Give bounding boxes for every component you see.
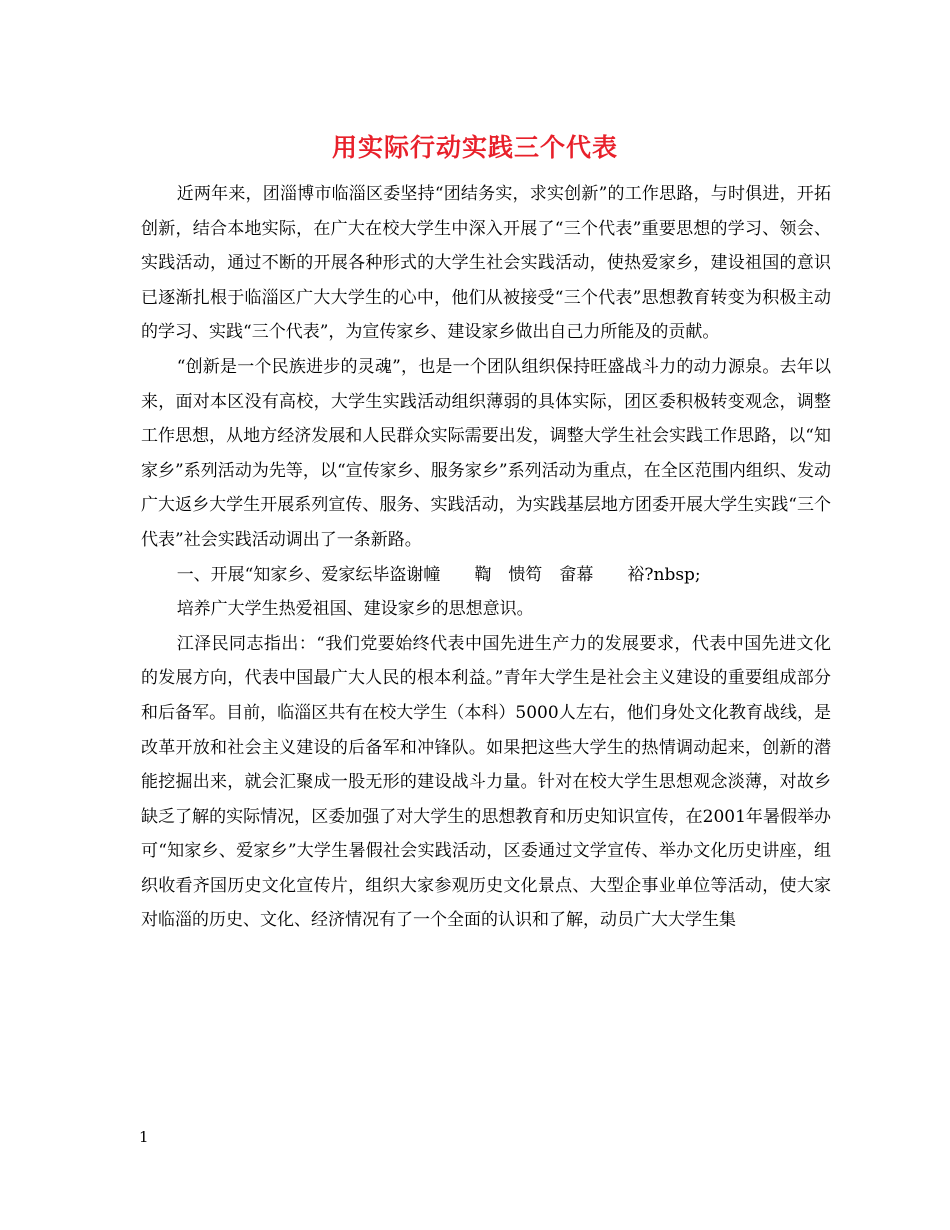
section-heading-1: 一、开展“知家乡、爱家纭毕盗谢幢 鞫 愦笱 畲幕 裕?nbsp; (176, 564, 701, 585)
document-body (141, 177, 831, 938)
paragraph-innovation: “创新是一个民族进步的灵魂”，也是一个团队组织保持旺盛战斗力的动力源泉。去年以来，面对本区没有高校，大学生实践活动组织薄弱的具体实际，团区委积极转变观念，调整工作思想，从地方经济发展和人民群众实际需要出发，调整大学生社会实践工作思路，以“知家乡”系列活动为先等，以“宣传家乡、服务家乡”系列活动为重点，在全区范围内组织、发动广大返乡大学生开展系列宣传、服务、实践活动，为实践基层地方团委开展大学生实践“三个代表”社会实践活动调出了一条新路。 (141, 356, 831, 550)
document-title: 用实际行动实践三个代表 (331, 133, 618, 162)
section-subheading-1: 培养广大学生热爱祖国、建设家乡的思想意识。 (176, 599, 534, 620)
paragraph-quote: 江泽民同志指出：“我们党要始终代表中国先进生产力的发展要求，代表中国先进文化的发展方向，代表中国最广大人民的根本利益。”青年大学生是社会主义建设的重要组成部分和后备军。目前，临淄区共有在校大学生（本科）5000人左右，他们身处文化教育战线，是改革开放和社会主义建设的后备军和冲锋队。如果把这些大学生的热情调动起来，创新的潜能挖掘出来，就会汇聚成一股无形的建设战斗力量。针对在校大学生思想观念淡薄，对故乡缺乏了解的实际情况，区委加强了对大学生的思想教育和历史知识宣传，在2001年暑假举办可“知家乡、爱家乡”大学生暑假社会实践活动，区委通过文学宣传、举办文化历史讲座，组织收看齐国历史文化宣传片，组织大家参观历史文化景点、大型企事业单位等活动，使大家对临淄的历史、文化、经济情况有了一个全面的认识和了解，动员广大大学生集 (141, 633, 831, 931)
page-number: 1 (139, 1128, 149, 1146)
paragraph-intro: 近两年来，团淄博市临淄区委坚持“团结务实，求实创新”的工作思路，与时俱进，开拓创新，结合本地实际，在广大在校大学生中深入开展了“三个代表”重要思想的学习、领会、实践活动，通过不断的开展各种形式的大学生社会实践活动，使热爱家乡，建设祖国的意识已逐渐扎根于临淄区广大大学生的心中，他们从被接受“三个代表”思想教育转变为积极主动的学习、实践“三个代表”，为宣传家乡、建设家乡做出自己力所能及的贡献。 (141, 184, 831, 343)
